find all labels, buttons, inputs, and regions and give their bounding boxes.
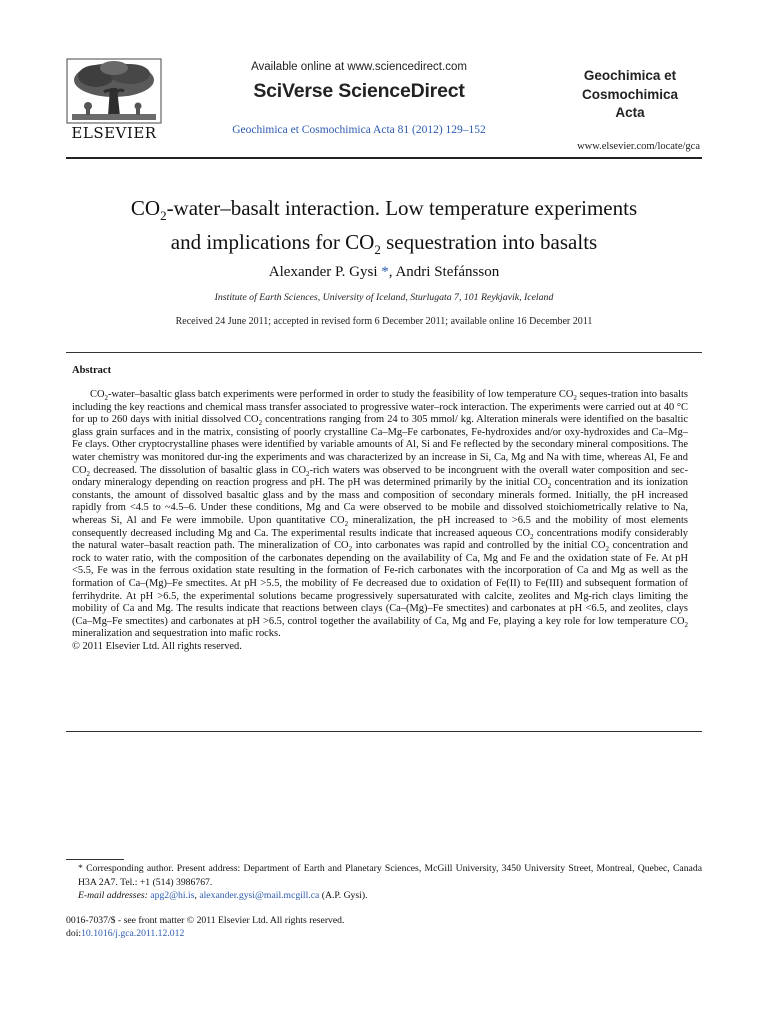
abstract-heading: Abstract bbox=[72, 365, 112, 376]
subscript: 2 bbox=[86, 469, 90, 478]
article-title bbox=[66, 195, 702, 263]
abstract-text: -rich waters was observed to be incongruent with the overall water composition and sec-ondary mineralogy depending on reaction progress and pH. The pH was determined primarily by the initial CO bbox=[72, 464, 689, 489]
abstract-text: CO bbox=[90, 389, 105, 400]
sciverse-logo-text: SciVerse ScienceDirect bbox=[253, 80, 465, 102]
email-line bbox=[66, 889, 702, 903]
publisher-name: ELSEVIER bbox=[71, 124, 157, 142]
journal-title-line: Geochimica et bbox=[583, 68, 677, 83]
author-name[interactable]: , Andri Stefánsson bbox=[388, 264, 500, 280]
abstract-bottom-rule bbox=[66, 731, 702, 732]
title-text: CO bbox=[130, 196, 161, 220]
subscript: 2 bbox=[348, 545, 353, 554]
abstract-top-rule bbox=[66, 352, 702, 353]
title-text: -water–basalt interaction. Low temperature experiments bbox=[166, 196, 638, 220]
subscript: 2 bbox=[344, 520, 349, 529]
abstract-text: into carbonates was rapid and controlled by the initial CO bbox=[352, 540, 606, 552]
issn-line: 0016-7037/$ - see front matter © 2011 Elsevier Ltd. All rights reserved. bbox=[66, 915, 345, 926]
subscript: 2 bbox=[306, 469, 310, 478]
email-label: E-mail addresses: bbox=[78, 890, 148, 901]
doi-line bbox=[66, 928, 702, 941]
journal-title bbox=[560, 67, 700, 123]
subscript: 2 bbox=[258, 419, 263, 428]
tree-icon bbox=[66, 58, 162, 124]
subscript: 2 bbox=[684, 620, 688, 629]
issn-block bbox=[66, 915, 702, 940]
journal-citation-link[interactable]: Geochimica et Cosmochimica Acta 81 (2012) 129–152 bbox=[232, 124, 486, 136]
subscript: 2 bbox=[605, 545, 610, 554]
abstract-text: concentrations ranging from 24 to 305 mmol/ kg. Alteration minerals were identified on the basaltic glass grain surfaces and in the matrix, consisting of poorly crystalline Ca–Mg–Fe carbonates, Fe-hydroxides and/or oxy-hydroxides and Ca–Mg–Fe clays. Other cryptocrystalline phases were identified by variable amounts of Al, Si and Fe reflected by the secondary mineral compositions. The water chemistry was monitored dur-ing the experiments and was characterized by an increase in Si, Ca, Mg and Na with time, whereas Al, Fe and CO bbox=[72, 414, 688, 476]
abstract-text: mineralization, the pH increased to >6.5 and the mobility of most elements consequently decreased including Mg and Ca. The experimental results indicate that increased aqueous CO bbox=[72, 514, 688, 539]
available-online-text: Available online at www.sciencedirect.com bbox=[251, 61, 467, 73]
email-link[interactable]: alexander.gysi@mail.mcgill.ca bbox=[199, 890, 320, 901]
author-list bbox=[66, 264, 702, 281]
author-name[interactable]: Alexander P. Gysi bbox=[268, 264, 378, 280]
abstract-text: concentrations modify considerably the natural water–basalt reaction path. The mineralization of CO bbox=[72, 527, 688, 552]
corresponding-author-note: * Corresponding author. Present address: Department of Earth and Planetary Sciences, McGill University, 3450 University Street, Montreal, Quebec, Canada H3A 2A7. Tel.: +1 (514) 3986767. bbox=[78, 863, 702, 888]
received-dates: Received 24 June 2011; accepted in revised form 6 December 2011; available online 16 December 2011 bbox=[175, 316, 593, 327]
subscript: 2 bbox=[104, 394, 108, 403]
doi-link[interactable]: 10.1016/j.gca.2011.12.012 bbox=[81, 927, 185, 939]
email-link[interactable]: apg2@hi.is bbox=[150, 890, 195, 901]
subscript: 2 bbox=[530, 532, 534, 541]
abstract-text: mineralization and sequestration into mafic rocks. bbox=[72, 628, 281, 640]
header-divider bbox=[66, 157, 702, 159]
footnote-block bbox=[66, 862, 702, 903]
subscript: 2 bbox=[547, 482, 552, 491]
subscript: 2 bbox=[573, 394, 577, 403]
title-subscript: 2 bbox=[160, 208, 167, 224]
abstract-text: concentration and rock to water ratio, with the composition of the carbonates depending on the availability of Ca, Mg and Fe and the oxidation state of Fe. At pH <5.5, Fe was in the ferrous oxidation state resulting in the formation of Fe-rich carbonates with the incorporation of Ca and Mg as well as the formation of Ca–(Mg)–Fe smectites. At pH >5.5, the mobility of Fe decreased due to oxidation of Fe(II) to Fe(III) and subsequent formation of ferrihydrite. At pH >6.5, the experimental solutions became progressively supersaturated with calcite, zeolites and Mg-rich clays limiting the mobility of Ca and Mg. The results indicate that reactions between clays (Ca–(Mg)–Fe smectites) and carbonates at pH <6.5, and zeolites, clays (Ca–Mg–Fe smectites) and carbonates at pH >6.5, control together the availability of Ca, Mg and Fe, playing a key role for low temperature CO bbox=[72, 540, 688, 627]
title-subscript: 2 bbox=[374, 242, 381, 258]
affiliation: Institute of Earth Sciences, University of Iceland, Sturlugata 7, 101 Reykjavik, Iceland bbox=[214, 292, 554, 303]
email-owner: (A.P. Gysi). bbox=[319, 890, 368, 901]
doi-label: doi: bbox=[66, 927, 82, 939]
copyright-line: © 2011 Elsevier Ltd. All rights reserved. bbox=[72, 640, 242, 652]
abstract-text: -water–basaltic glass batch experiments were performed in order to study the feasibility of low temperature CO bbox=[108, 389, 574, 400]
journal-title-line: Cosmochimica bbox=[581, 86, 679, 102]
journal-title-line: Acta bbox=[615, 105, 645, 120]
journal-url[interactable]: www.elsevier.com/locate/gca bbox=[577, 141, 700, 152]
email-separator: , bbox=[194, 890, 200, 901]
abstract-text: decreased. The dissolution of basaltic glass in CO bbox=[90, 464, 307, 476]
corresponding-author-marker[interactable]: * bbox=[381, 264, 389, 280]
abstract-text: seques-tration into basalts including the key reactions and chemical mass transfer associated to progressive water–rock interaction. The experiments were carried out at 40 °C for up to 260 days with initial dissolved CO bbox=[72, 389, 688, 426]
title-text: and implications for CO bbox=[170, 230, 375, 255]
abstract-text: concentration and its ionization constants, the amount of dissolved basaltic glass and by the mass and composition of secondary minerals formed. Initially, the pH increased rapidly from <4.5 to ~4.5–6. Under these conditions, Mg and Ca were observed to be mobile and dissolved stoichiometrically relative to Na, whereas Si, Al and Fe were immobile. Upon quantitative CO bbox=[72, 477, 688, 526]
title-text: sequestration into basalts bbox=[380, 230, 598, 255]
abstract-body bbox=[72, 389, 688, 653]
footnote-rule bbox=[66, 859, 124, 860]
